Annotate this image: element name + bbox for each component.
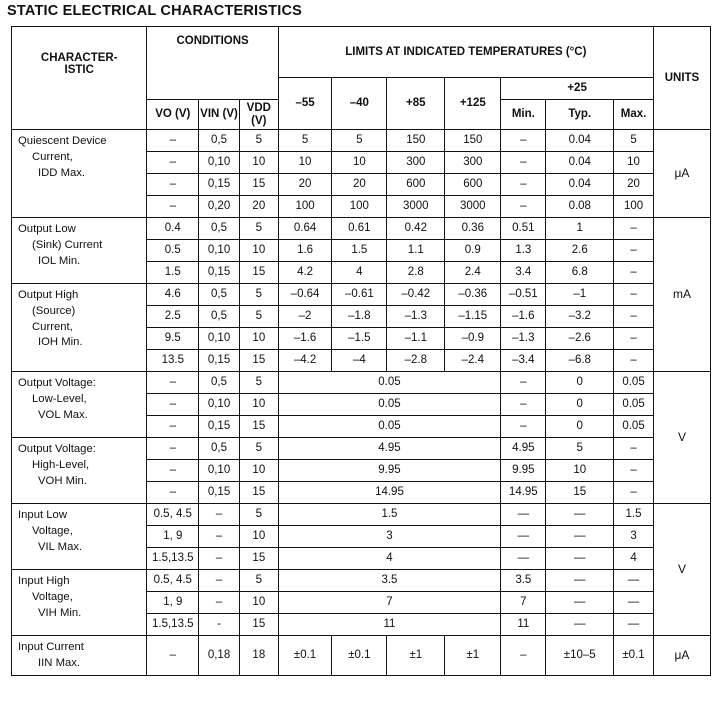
data-cell: 100	[614, 196, 654, 218]
data-cell: —	[546, 504, 614, 526]
data-cell: 0,10	[199, 328, 240, 350]
data-cell: 5	[614, 130, 654, 152]
data-cell: –	[501, 152, 546, 174]
characteristic-line: VIL Max.	[38, 540, 83, 553]
data-cell: 4	[614, 548, 654, 570]
data-cell: –4	[332, 350, 387, 372]
header-temp: +85	[387, 78, 445, 130]
data-cell: -	[199, 614, 240, 636]
header-conditions: CONDITIONS	[147, 27, 278, 100]
data-cell: 5	[239, 218, 278, 240]
data-cell: 1.5,13.5	[147, 614, 199, 636]
data-cell: 15	[239, 548, 278, 570]
data-cell: 0.5, 4.5	[147, 570, 199, 592]
data-cell: 600	[445, 174, 501, 196]
data-cell: 20	[239, 196, 278, 218]
data-cell: –4.2	[278, 350, 332, 372]
header-max: Max.	[614, 100, 654, 130]
data-cell: ±0.1	[614, 636, 654, 676]
limit-merged-cell: 7	[278, 592, 501, 614]
data-cell: 0,5	[199, 218, 240, 240]
data-cell: —	[614, 570, 654, 592]
data-cell: 0,5	[199, 372, 240, 394]
data-cell: –1.1	[387, 328, 445, 350]
header-temp-25: +25	[501, 78, 654, 100]
data-cell: 20	[332, 174, 387, 196]
data-cell: –	[147, 372, 199, 394]
data-cell: 20	[614, 174, 654, 196]
data-cell: –	[147, 482, 199, 504]
data-cell: ±0.1	[278, 636, 332, 676]
characteristic-line: (Sink) Current	[32, 238, 103, 251]
data-cell: 150	[445, 130, 501, 152]
header-min: Min.	[501, 100, 546, 130]
header-temp: –55	[278, 78, 332, 130]
data-cell: –1.3	[501, 328, 546, 350]
data-cell: –6.8	[546, 350, 614, 372]
characteristic-line: VOL Max.	[38, 408, 88, 421]
data-cell: –	[614, 438, 654, 460]
data-cell: –1.3	[387, 306, 445, 328]
data-cell: 0.05	[614, 394, 654, 416]
data-cell: 5	[239, 372, 278, 394]
data-cell: —	[546, 592, 614, 614]
data-cell: 600	[387, 174, 445, 196]
data-cell: 0,15	[199, 482, 240, 504]
characteristic-line: Voltage,	[32, 524, 73, 537]
data-cell: 10	[332, 152, 387, 174]
data-cell: 20	[278, 174, 332, 196]
data-cell: 0	[546, 416, 614, 438]
data-cell: –2.6	[546, 328, 614, 350]
data-cell: 0.04	[546, 152, 614, 174]
data-cell: 10	[239, 394, 278, 416]
data-cell: –	[199, 548, 240, 570]
characteristic-line: VOH Min.	[38, 474, 87, 487]
table-row	[12, 438, 711, 460]
data-cell: 300	[445, 152, 501, 174]
header-temp: –40	[332, 78, 387, 130]
data-cell: 15	[546, 482, 614, 504]
limit-merged-cell: 3	[278, 526, 501, 548]
data-cell: 10	[239, 328, 278, 350]
limit-merged-cell: 0.05	[278, 416, 501, 438]
characteristic-line: Output High	[18, 289, 79, 301]
data-cell: 0.05	[614, 416, 654, 438]
data-cell: 11	[501, 614, 546, 636]
data-cell: –	[501, 196, 546, 218]
data-cell: –1.6	[278, 328, 332, 350]
data-cell: –0.36	[445, 284, 501, 306]
limit-merged-cell: 0.05	[278, 372, 501, 394]
data-cell: –1.8	[332, 306, 387, 328]
data-cell: –	[614, 262, 654, 284]
limit-merged-cell: 4	[278, 548, 501, 570]
data-cell: 0,18	[199, 636, 240, 676]
data-cell: 0.5	[147, 240, 199, 262]
data-cell: 0.51	[501, 218, 546, 240]
data-cell: 15	[239, 174, 278, 196]
data-cell: 3.4	[501, 262, 546, 284]
data-cell: 300	[387, 152, 445, 174]
data-cell: 5	[239, 570, 278, 592]
data-cell: –	[199, 592, 240, 614]
characteristic-vih	[12, 570, 147, 636]
data-cell: –	[147, 174, 199, 196]
data-cell: 10	[239, 526, 278, 548]
document-title: STATIC ELECTRICAL CHARACTERISTICS	[7, 3, 302, 19]
data-cell: —	[546, 526, 614, 548]
data-cell: –	[614, 306, 654, 328]
data-cell: –3.2	[546, 306, 614, 328]
data-cell: 0,10	[199, 152, 240, 174]
data-cell: 0.5, 4.5	[147, 504, 199, 526]
data-cell: 150	[387, 130, 445, 152]
header-row	[12, 27, 711, 78]
data-cell: 5	[239, 306, 278, 328]
data-cell: –	[501, 174, 546, 196]
data-cell: 15	[239, 416, 278, 438]
data-cell: –0.64	[278, 284, 332, 306]
characteristics-table	[11, 26, 711, 676]
limit-merged-cell: 1.5	[278, 504, 501, 526]
data-cell: ±10–5	[546, 636, 614, 676]
data-cell: 10	[239, 592, 278, 614]
data-cell: –0.61	[332, 284, 387, 306]
data-cell: 10	[278, 152, 332, 174]
data-cell: –	[501, 372, 546, 394]
data-cell: 0,10	[199, 460, 240, 482]
data-cell: 5	[332, 130, 387, 152]
data-cell: 0,15	[199, 416, 240, 438]
characteristic-line: Voltage,	[32, 590, 73, 603]
characteristic-line: IIN Max.	[38, 656, 81, 669]
data-cell: 5	[239, 130, 278, 152]
data-cell: 0.64	[278, 218, 332, 240]
characteristic-line: Quiescent Device	[18, 135, 107, 147]
data-cell: 0.9	[445, 240, 501, 262]
data-cell: 15	[239, 482, 278, 504]
data-cell: –	[199, 504, 240, 526]
data-cell: 14.95	[501, 482, 546, 504]
characteristic-line: Output Voltage:	[18, 443, 96, 455]
characteristic-line: Output Low	[18, 223, 76, 235]
data-cell: 0,15	[199, 262, 240, 284]
data-cell: –	[501, 416, 546, 438]
data-cell: 4.6	[147, 284, 199, 306]
data-cell: –	[614, 482, 654, 504]
characteristic-voh	[12, 438, 147, 504]
characteristic-line: Current,	[32, 320, 73, 333]
unit-cell: μA	[653, 636, 710, 676]
data-cell: –0.42	[387, 284, 445, 306]
data-cell: 9.95	[501, 460, 546, 482]
data-cell: 5	[278, 130, 332, 152]
characteristic-line: (Source)	[32, 304, 76, 317]
characteristic-line: IOL Min.	[38, 254, 81, 267]
unit-cell: μA	[653, 130, 710, 218]
limit-merged-cell: 0.05	[278, 394, 501, 416]
data-cell: 100	[278, 196, 332, 218]
data-cell: 3000	[445, 196, 501, 218]
data-cell: ±1	[387, 636, 445, 676]
data-cell: 4.95	[501, 438, 546, 460]
data-cell: 0,5	[199, 284, 240, 306]
characteristic-line: High-Level,	[32, 458, 90, 471]
data-cell: 3	[614, 526, 654, 548]
data-cell: —	[501, 526, 546, 548]
data-cell: –	[614, 350, 654, 372]
data-cell: 0,20	[199, 196, 240, 218]
characteristic-line: VIH Min.	[38, 606, 82, 619]
data-cell: 7	[501, 592, 546, 614]
data-cell: 0.08	[546, 196, 614, 218]
data-cell: –	[147, 460, 199, 482]
data-cell: –	[614, 240, 654, 262]
limit-merged-cell: 3.5	[278, 570, 501, 592]
data-cell: 10	[239, 152, 278, 174]
table-row	[12, 284, 711, 306]
characteristic-line: Output Voltage:	[18, 377, 96, 389]
data-cell: 18	[239, 636, 278, 676]
data-cell: 0,5	[199, 438, 240, 460]
table-row	[12, 218, 711, 240]
data-cell: —	[501, 504, 546, 526]
data-cell: 1.5	[147, 262, 199, 284]
unit-cell: V	[653, 372, 710, 504]
data-cell: —	[501, 548, 546, 570]
header-characteristic-line: CHARACTER-	[40, 51, 118, 64]
characteristic-iol	[12, 218, 147, 284]
data-cell: 13.5	[147, 350, 199, 372]
data-cell: 100	[332, 196, 387, 218]
characteristic-line: Input High	[18, 575, 70, 587]
data-cell: 9.5	[147, 328, 199, 350]
data-cell: 1, 9	[147, 592, 199, 614]
data-cell: –2.4	[445, 350, 501, 372]
data-cell: 6.8	[546, 262, 614, 284]
data-cell: 1.3	[501, 240, 546, 262]
data-cell: 0.05	[614, 372, 654, 394]
characteristic-line: IOH Min.	[38, 336, 83, 349]
data-cell: –	[614, 460, 654, 482]
data-cell: –1	[546, 284, 614, 306]
data-cell: —	[546, 570, 614, 592]
data-cell: 15	[239, 614, 278, 636]
unit-cell: mA	[653, 218, 710, 372]
data-cell: –	[501, 394, 546, 416]
data-cell: 2.5	[147, 306, 199, 328]
data-cell: –	[199, 526, 240, 548]
characteristic-ioh	[12, 284, 147, 372]
header-limits: LIMITS AT INDICATED TEMPERATURES (°C)	[278, 27, 653, 78]
data-cell: 5	[239, 284, 278, 306]
characteristic-iin	[12, 636, 147, 676]
characteristic-idd	[12, 130, 147, 218]
data-cell: 0.4	[147, 218, 199, 240]
data-cell: –	[614, 218, 654, 240]
data-cell: 1.5,13.5	[147, 548, 199, 570]
header-vin: VIN (V)	[199, 100, 240, 130]
data-cell: 1	[546, 218, 614, 240]
data-cell: ±0.1	[332, 636, 387, 676]
header-characteristic-line: ISTIC	[64, 64, 94, 76]
data-cell: 2.6	[546, 240, 614, 262]
data-cell: 1, 9	[147, 526, 199, 548]
limit-merged-cell: 4.95	[278, 438, 501, 460]
data-cell: 0.04	[546, 130, 614, 152]
table-row	[12, 570, 711, 592]
header-units: UNITS	[653, 27, 710, 130]
table-row	[12, 372, 711, 394]
data-cell: –1.15	[445, 306, 501, 328]
data-cell: 0	[546, 394, 614, 416]
data-cell: 0,10	[199, 240, 240, 262]
data-cell: 0.42	[387, 218, 445, 240]
characteristic-line: Input Current	[18, 641, 84, 653]
data-cell: –	[147, 438, 199, 460]
data-cell: ±1	[445, 636, 501, 676]
data-cell: 2.8	[387, 262, 445, 284]
data-cell: –1.5	[332, 328, 387, 350]
data-cell: –	[147, 416, 199, 438]
data-cell: 3000	[387, 196, 445, 218]
data-cell: –	[199, 570, 240, 592]
data-cell: 3.5	[501, 570, 546, 592]
data-cell: 0.04	[546, 174, 614, 196]
data-cell: –0.9	[445, 328, 501, 350]
data-cell: –	[501, 636, 546, 676]
data-cell: 0,15	[199, 174, 240, 196]
data-cell: 0.36	[445, 218, 501, 240]
data-cell: –	[147, 636, 199, 676]
table-body	[12, 27, 711, 676]
header-vdd: VDD (V)	[239, 100, 278, 130]
data-cell: 4	[332, 262, 387, 284]
table-row	[12, 130, 711, 152]
data-cell: 1.5	[332, 240, 387, 262]
data-cell: 4.2	[278, 262, 332, 284]
data-cell: 10	[239, 240, 278, 262]
data-cell: 0,10	[199, 394, 240, 416]
data-cell: —	[546, 548, 614, 570]
data-cell: 0.61	[332, 218, 387, 240]
unit-cell: V	[653, 504, 710, 636]
data-cell: 5	[239, 438, 278, 460]
data-cell: 5	[239, 504, 278, 526]
header-characteristic	[12, 27, 147, 130]
data-cell: –	[501, 130, 546, 152]
data-cell: 1.6	[278, 240, 332, 262]
data-cell: –	[614, 328, 654, 350]
data-cell: —	[614, 614, 654, 636]
data-cell: 10	[546, 460, 614, 482]
limit-merged-cell: 11	[278, 614, 501, 636]
characteristic-line: Low-Level,	[32, 392, 87, 405]
data-cell: 5	[546, 438, 614, 460]
header-vo: VO (V)	[147, 100, 199, 130]
characteristic-line: Current,	[32, 150, 73, 163]
data-cell: –	[147, 196, 199, 218]
data-cell: –2	[278, 306, 332, 328]
limit-merged-cell: 9.95	[278, 460, 501, 482]
table-row	[12, 504, 711, 526]
characteristic-line: Input Low	[18, 509, 67, 521]
characteristic-vil	[12, 504, 147, 570]
limit-merged-cell: 14.95	[278, 482, 501, 504]
data-cell: 15	[239, 350, 278, 372]
data-cell: 15	[239, 262, 278, 284]
characteristic-line: IDD Max.	[38, 166, 86, 179]
data-cell: –	[614, 284, 654, 306]
data-cell: —	[546, 614, 614, 636]
data-cell: —	[614, 592, 654, 614]
data-cell: –1.6	[501, 306, 546, 328]
data-cell: 2.4	[445, 262, 501, 284]
data-cell: 10	[239, 460, 278, 482]
data-cell: –	[147, 130, 199, 152]
data-cell: 0	[546, 372, 614, 394]
data-cell: –0.51	[501, 284, 546, 306]
data-cell: 0,5	[199, 130, 240, 152]
data-cell: 0,15	[199, 350, 240, 372]
data-cell: 1.1	[387, 240, 445, 262]
data-cell: –	[147, 394, 199, 416]
data-cell: –2.8	[387, 350, 445, 372]
header-temp: +125	[445, 78, 501, 130]
data-cell: 10	[614, 152, 654, 174]
table-row	[12, 636, 711, 676]
data-cell: –	[147, 152, 199, 174]
data-cell: 1.5	[614, 504, 654, 526]
data-cell: 0,5	[199, 306, 240, 328]
data-cell: –3.4	[501, 350, 546, 372]
characteristic-vol	[12, 372, 147, 438]
header-typ: Typ.	[546, 100, 614, 130]
